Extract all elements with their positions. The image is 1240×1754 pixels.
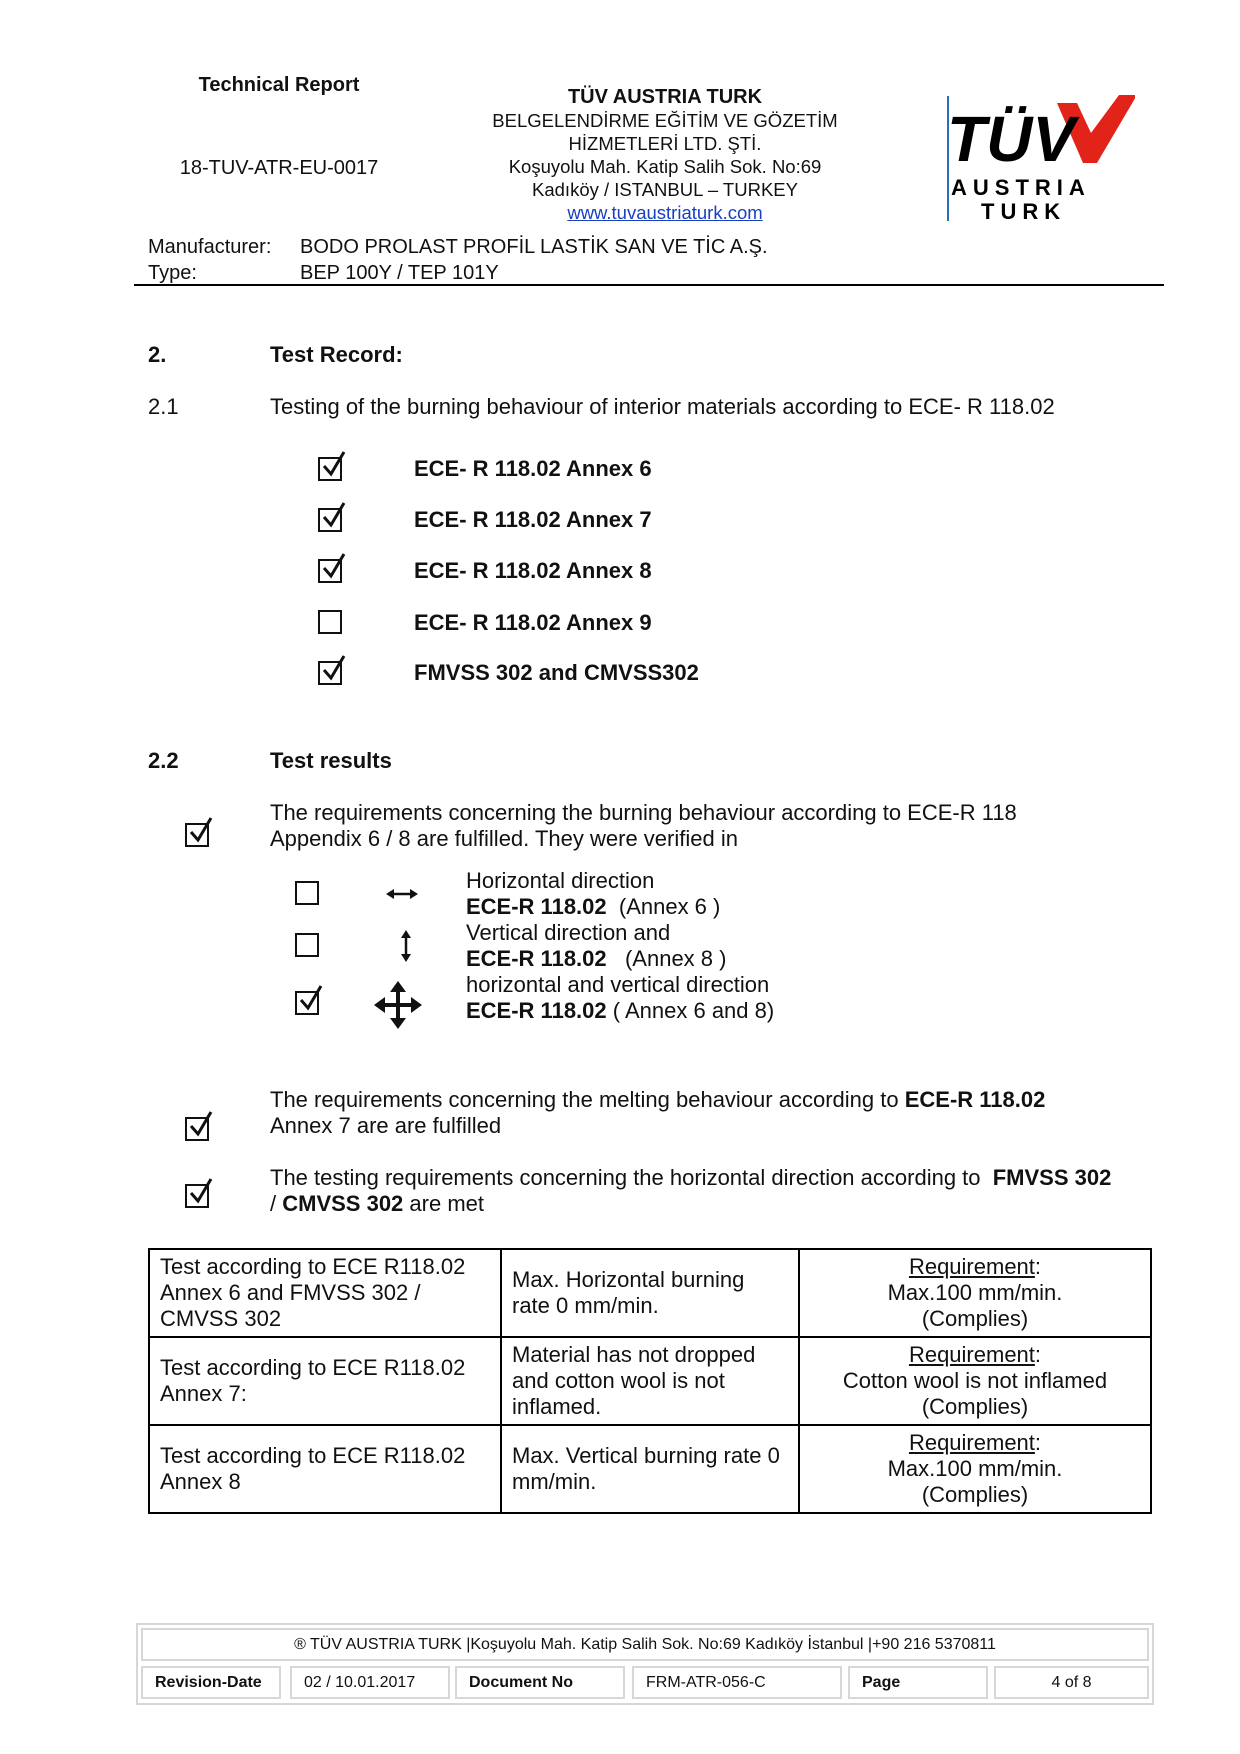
direction-text-vertical (466, 920, 726, 972)
direction-line-horizontal: Horizontal direction (466, 868, 655, 893)
requirement-label: Requirement (908, 1430, 1035, 1455)
requirement-value: Max.100 mm/min. (887, 1280, 1063, 1305)
melting-text-bold: ECE-R 118.02 (904, 1087, 1046, 1112)
burning-result-text (270, 800, 1017, 852)
table-row (149, 1249, 1151, 1337)
requirement-label: Requirement (908, 1254, 1035, 1279)
report-title: Technical Report (198, 74, 360, 96)
direction-std-both: ECE-R 118.02 (466, 998, 607, 1023)
melting-text-pre: The requirements concerning the melting behaviour according to (270, 1087, 905, 1112)
type-value: BEP 100Y / TEP 101Y (300, 262, 499, 284)
direction-std-horizontal: ECE-R 118.02 (466, 894, 607, 919)
standard-label-annex-8: ECE- R 118.02 Annex 8 (414, 558, 652, 583)
subsection-2-2-number: 2.2 (148, 748, 179, 773)
company-line-2: HİZMETLERİ LTD. ŞTİ. (568, 133, 762, 154)
table-cell-result: Max. Vertical burning rate 0 mm/min. (501, 1425, 799, 1513)
standard-label-annex-7: ECE- R 118.02 Annex 7 (414, 507, 652, 532)
section-number: 2. (148, 342, 167, 367)
footer-document-label: Document No (455, 1666, 625, 1699)
fmvss-text-bold-2: CMVSS 302 (282, 1191, 404, 1216)
table-cell-result: Max. Horizontal burning rate 0 mm/min. (501, 1249, 799, 1337)
checkmark-icon (322, 552, 346, 580)
checkmark-icon (189, 1177, 213, 1205)
company-website-link[interactable]: www.tuvaustriaturk.com (567, 202, 763, 223)
checkmark-icon (189, 1110, 213, 1138)
requirement-value: Cotton wool is not inflamed (842, 1368, 1108, 1393)
standard-label-annex-9: ECE- R 118.02 Annex 9 (414, 610, 652, 635)
logo-line-2: TURK (981, 199, 1067, 224)
direction-checkbox-horizontal[interactable] (295, 881, 319, 905)
logo-word: TÜV (947, 103, 1075, 175)
melting-result-text (270, 1087, 1045, 1139)
table-cell-test: Test according to ECE R118.02 Annex 7: (149, 1337, 501, 1425)
direction-std-vertical: ECE-R 118.02 (466, 946, 607, 971)
melting-result-checkbox[interactable] (185, 1117, 209, 1141)
fmvss-text-bold-1: FMVSS 302 (992, 1165, 1112, 1190)
horizontal-arrow-icon (386, 884, 418, 904)
checkmark-icon (189, 816, 213, 844)
table-cell-requirement: Requirement: Max.100 mm/min. (Complies) (799, 1249, 1151, 1337)
fmvss-text-pre: The testing requirements concerning the horizontal direction according to (270, 1165, 993, 1190)
fmvss-result-text (270, 1165, 1111, 1217)
table-cell-requirement: Requirement: Cotton wool is not inflamed (Complies) (799, 1337, 1151, 1425)
type-label: Type: (148, 262, 197, 284)
melting-text-line-2: Annex 7 are are fulfilled (270, 1113, 502, 1138)
section-title: Test Record: (270, 342, 403, 367)
address-line-1: Koşuyolu Mah. Katip Salih Sok. No:69 (508, 156, 822, 177)
fmvss-text-line2-post: are met (403, 1191, 484, 1216)
report-number: 18-TUV-ATR-EU-0017 (179, 157, 379, 179)
company-name: TÜV AUSTRIA TURK (567, 86, 763, 108)
checkmark-icon (299, 984, 323, 1012)
footer-revision-label: Revision-Date (141, 1666, 281, 1699)
table-cell-test: Test according to ECE R118.02 Annex 6 and FMVSS 302 / CMVSS 302 (149, 1249, 501, 1337)
table-row (149, 1337, 1151, 1425)
direction-annex-vertical: (Annex 8 ) (606, 946, 727, 971)
company-block (470, 86, 860, 224)
subsection-2-2-title: Test results (270, 748, 392, 773)
standard-checkbox-annex-8[interactable] (318, 559, 342, 583)
standard-label-fmvss: FMVSS 302 and CMVSS302 (414, 660, 699, 685)
direction-annex-horizontal: (Annex 6 ) (606, 894, 721, 919)
header-rule (134, 284, 1164, 286)
subsection-2-1-text: Testing of the burning behaviour of interior materials according to ECE- R 118.02 (270, 394, 1055, 419)
requirement-label: Requirement (908, 1342, 1035, 1367)
standard-checkbox-annex-6[interactable] (318, 457, 342, 481)
direction-annex-both: ( Annex 6 and 8) (606, 998, 775, 1023)
table-cell-requirement: Requirement: Max.100 mm/min. (Complies) (799, 1425, 1151, 1513)
footer-revision-value: 02 / 10.01.2017 (290, 1666, 450, 1699)
standard-checkbox-annex-9[interactable] (318, 610, 342, 634)
logo-line-1: AUSTRIA (951, 175, 1091, 200)
direction-line-vertical: Vertical direction and (466, 920, 671, 945)
table-row (149, 1425, 1151, 1513)
tuv-austria-logo (945, 95, 1135, 225)
requirement-status: (Complies) (921, 1394, 1029, 1419)
checkmark-icon (322, 654, 346, 682)
fmvss-text-line2-pre: / (270, 1191, 283, 1216)
requirement-status: (Complies) (921, 1482, 1029, 1507)
table-cell-result: Material has not dropped and cotton wool is not inflamed. (501, 1337, 799, 1425)
requirement-status: (Complies) (921, 1306, 1029, 1331)
footer-page-label: Page (848, 1666, 988, 1699)
table-cell-test: Test according to ECE R118.02 Annex 8 (149, 1425, 501, 1513)
company-line-1: BELGELENDİRME EĞİTİM VE GÖZETİM (492, 110, 838, 131)
results-table (148, 1248, 1152, 1514)
checkmark-icon (322, 450, 346, 478)
direction-checkbox-both[interactable] (295, 991, 319, 1015)
burning-result-line-2: Appendix 6 / 8 are fulfilled. They were verified in (270, 826, 738, 851)
manufacturer-row (148, 236, 768, 259)
requirement-value: Max.100 mm/min. (887, 1456, 1063, 1481)
burning-result-checkbox[interactable] (185, 823, 209, 847)
address-line-2: Kadıköy / ISTANBUL – TURKEY (532, 179, 798, 200)
checkmark-icon (322, 501, 346, 529)
fmvss-result-checkbox[interactable] (185, 1184, 209, 1208)
four-way-arrow-icon (374, 981, 422, 1029)
footer-document-value: FRM-ATR-056-C (632, 1666, 842, 1699)
vertical-arrow-icon (398, 930, 414, 962)
footer-address: ® TÜV AUSTRIA TURK |Koşuyolu Mah. Katip Salih Sok. No:69 Kadıköy İstanbul |+90 216 5370811 (141, 1628, 1149, 1661)
manufacturer-label: Manufacturer: (148, 236, 272, 258)
standard-checkbox-fmvss[interactable] (318, 661, 342, 685)
footer-page-value: 4 of 8 (994, 1666, 1149, 1699)
standard-label-annex-6: ECE- R 118.02 Annex 6 (414, 456, 652, 481)
direction-text-horizontal (466, 868, 720, 920)
direction-line-both: horizontal and vertical direction (466, 972, 770, 997)
direction-text-both (466, 972, 774, 1024)
standard-checkbox-annex-7[interactable] (318, 508, 342, 532)
type-row (148, 262, 499, 285)
direction-checkbox-vertical[interactable] (295, 933, 319, 957)
burning-result-line-1: The requirements concerning the burning behaviour according to ECE-R 118 (270, 800, 1017, 825)
manufacturer-value: BODO PROLAST PROFİL LASTİK SAN VE TİC A.Ş. (300, 236, 768, 258)
subsection-2-1-number: 2.1 (148, 394, 179, 419)
